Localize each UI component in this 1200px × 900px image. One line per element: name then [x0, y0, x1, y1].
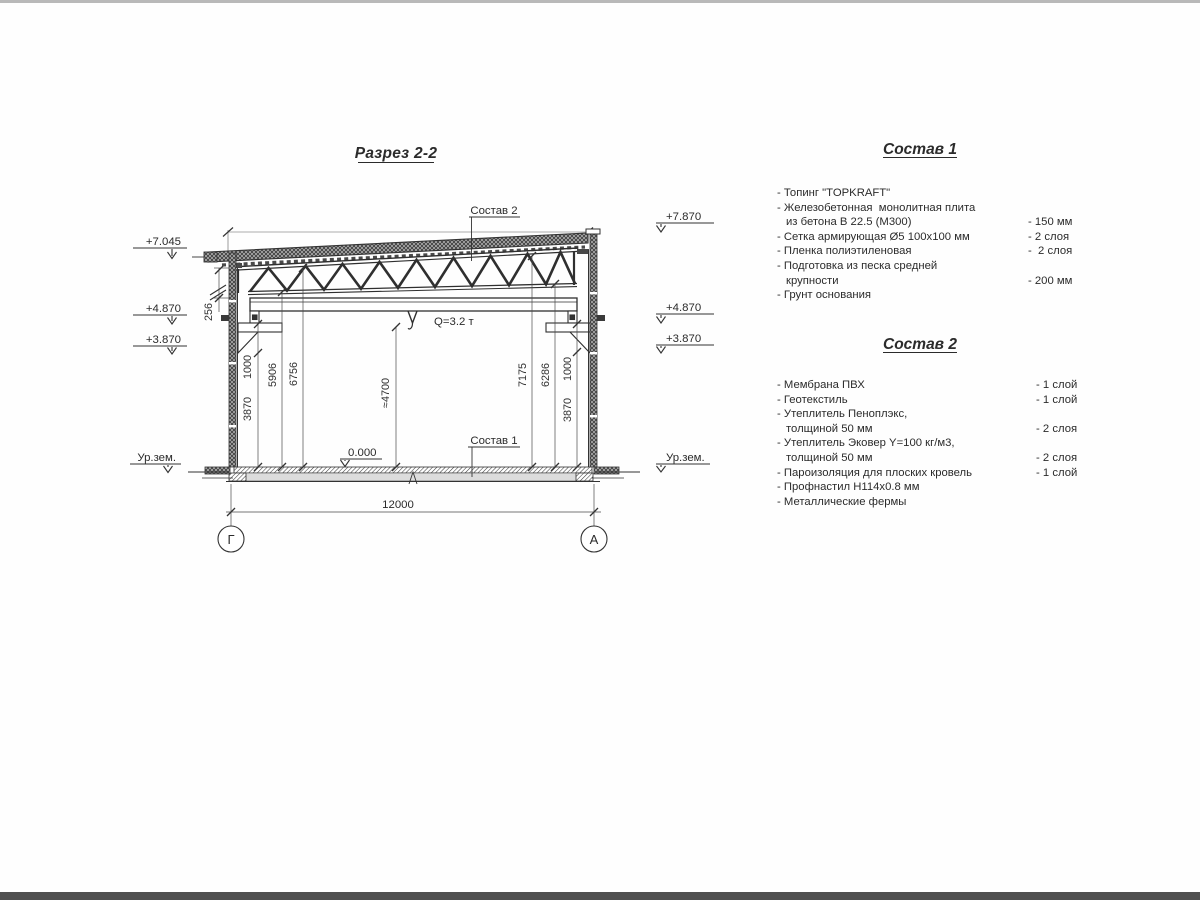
elevation-marks-right [656, 211, 714, 472]
spec1-row: - Грунт основания [777, 289, 872, 302]
elevation-corbel-bottom-right [656, 333, 714, 353]
elevation-corbel-bottom-left [133, 334, 187, 354]
svg-text:+4.870: +4.870 [666, 302, 702, 314]
spec2-row: - Мембрана ПВХ - 1 слой [777, 379, 1078, 391]
floor-slab [226, 467, 600, 484]
zero-level-mark [340, 447, 382, 467]
svg-text:0.000: 0.000 [348, 447, 377, 459]
svg-text:+7.045: +7.045 [145, 236, 181, 248]
crane-beam [250, 298, 577, 311]
svg-text:А: А [589, 532, 599, 547]
dim-right-roof: 7175 [517, 362, 529, 388]
elevation-marks-left [130, 236, 187, 473]
elevation-corbel-top-right [656, 302, 714, 323]
spec2-row: - Металлические фермы [777, 495, 907, 508]
footing-right [594, 467, 619, 474]
corbel-plate-left [238, 323, 282, 332]
dim-right-column: 3870 [562, 397, 574, 423]
svg-text:+4.870: +4.870 [145, 303, 181, 315]
svg-text:Состав 2: Состав 2 [470, 205, 518, 217]
span-dimension-label: 12000 [382, 499, 414, 511]
sheet-bottom-bar [0, 892, 1200, 900]
left-wall [221, 253, 238, 467]
spec2-row: - Пароизоляция для плоских кровель - 1 слой [777, 466, 1078, 479]
spec1-row: - Сетка армирующая Ø5 100x100 мм - 2 слоя [777, 230, 1070, 243]
spec2-list [772, 378, 1108, 509]
wall-bracket-left [221, 315, 229, 321]
corbel-left [238, 332, 258, 353]
svg-text:+3.870: +3.870 [666, 333, 702, 345]
spec1-row: - Топинг "TOPKRAFT" [777, 187, 891, 199]
spec1-row: - Подготовка из песка средней [777, 259, 938, 272]
grid-bubble-right [581, 526, 607, 552]
spec1-row: из бетона В 22.5 (М300) - 150 мм [786, 216, 1073, 229]
ground-level-mark-right [656, 452, 710, 472]
grid-bubble-left [218, 526, 244, 552]
elevation-corbel-top-left [133, 303, 187, 324]
sheet-top-border [0, 0, 1200, 3]
spec1-title: Состав 1 [883, 141, 957, 158]
svg-text:Ур.зем.: Ур.зем. [137, 452, 176, 464]
beam-support-right [546, 311, 590, 353]
spec1-row: - Железобетонная монолитная плита [777, 201, 976, 214]
right-wall [586, 229, 605, 467]
dim-right-chord: 6286 [540, 362, 552, 388]
wall-bracket-right [597, 315, 605, 321]
svg-text:+7.870: +7.870 [666, 211, 702, 223]
spec1-row: - Пленка полиэтиленовая - 2 слоя [777, 245, 1073, 258]
spec2-row: толщиной 50 мм - 2 слоя [786, 451, 1078, 464]
corbel-plate-right [546, 323, 590, 332]
beam-support-left [238, 311, 282, 353]
spec1-list [772, 186, 1108, 303]
spec2-row: - Утеплитель Эковер Y=100 кг/м3, [777, 437, 955, 450]
svg-text:Ур.зем.: Ур.зем. [666, 452, 705, 464]
svg-text:Состав 1: Состав 1 [470, 435, 518, 447]
svg-text:Разрез 2-2: Разрез 2-2 [354, 145, 438, 162]
span-dimension [226, 484, 601, 526]
spec2-row: - Профнастил Н114х0.8 мм [777, 481, 920, 494]
ground-level-mark-left [130, 452, 181, 473]
elevation-parapet-right [656, 211, 714, 232]
dim-right-corbel: 1000 [562, 356, 574, 382]
spec2-title: Состав 2 [883, 336, 957, 353]
dim-left-chord: 5906 [267, 362, 279, 388]
spec1-row: крупности - 200 мм [786, 274, 1073, 287]
crane-hook [408, 311, 417, 329]
drawing-title [355, 145, 438, 163]
roof-edge-dam [204, 252, 217, 262]
footing-left [205, 467, 230, 474]
elevation-roof-edge-left [133, 236, 187, 259]
dim-clearance: ≈4700 [380, 378, 392, 408]
spec2-row: толщиной 50 мм - 2 слоя [786, 422, 1078, 435]
dim-left-column: 3870 [242, 396, 254, 422]
dim-wall-offset: 256 [203, 302, 215, 322]
crane-capacity-label: Q=3.2 т [434, 316, 474, 328]
svg-text:Г: Г [227, 532, 235, 547]
truss-bearing-right [577, 249, 589, 254]
spec2-row: - Геотекстиль - 1 слой [777, 393, 1078, 406]
dim-left-roof: 6756 [288, 361, 300, 387]
section-drawing [100, 130, 740, 590]
dim-left-corbel: 1000 [242, 354, 254, 380]
spec2-row: - Утеплитель Пеноплэкс, [777, 408, 908, 421]
svg-text:+3.870: +3.870 [145, 334, 181, 346]
parapet-cap [586, 229, 600, 234]
